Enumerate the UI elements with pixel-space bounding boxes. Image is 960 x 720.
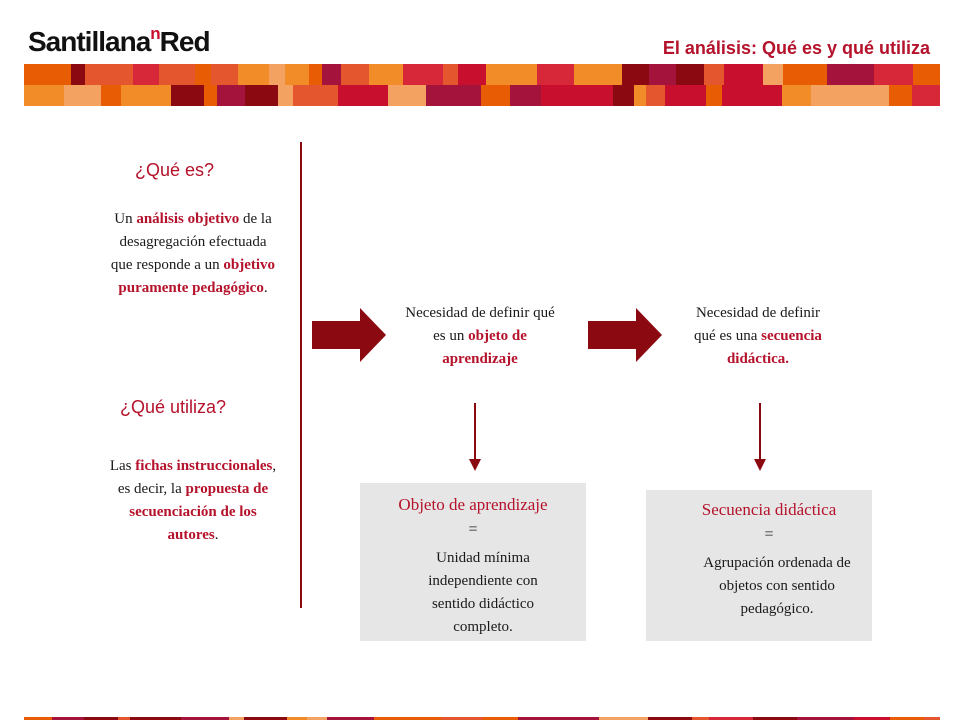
right-arrow-icon [312,308,388,362]
highlighted-term: objeto de aprendizaje [442,328,527,367]
strip-block [649,64,676,85]
strip-block [24,64,71,85]
strip-block [46,85,64,106]
strip-block [195,64,211,85]
body-text: Un [114,211,137,227]
body-text: de la desagregación efectuada que responde a un [110,211,272,273]
what-is-paragraph [108,208,278,300]
strip-block [245,85,278,106]
strip-block [861,85,889,106]
what-is-heading: ¿Qué es? [135,160,215,180]
learning-object-box [360,483,586,641]
footer-color-strip [24,712,940,720]
strip-block [722,85,756,106]
strip-block [783,64,827,85]
body-text: , es decir, la [117,458,277,497]
strip-block [481,85,497,106]
strip-block [285,64,309,85]
didactic-sequence-definition: Agrupación ordenada de objetos con sentido pedagógico. [703,555,851,617]
body-text: Las [109,458,136,474]
header-color-strip [24,64,940,106]
strip-block [537,64,574,85]
strip-block [388,85,426,106]
strip-block [403,64,443,85]
down-arrow-icon [753,403,767,473]
strip-block [646,85,665,106]
strip-block [665,85,706,106]
strip-block [763,64,783,85]
strip-block [24,85,46,106]
learning-object-title: Objeto de aprendizaje [398,495,548,514]
learning-object-definition: Unidad mínima independiente con sentido didáctico completo. [428,550,538,635]
didactic-sequence-box [646,490,872,641]
brand-logo [28,24,210,58]
strip-block [341,64,369,85]
strip-block [159,64,195,85]
strip-block [782,85,811,106]
strip-block [85,64,133,85]
didactic-sequence-need-text [688,302,828,371]
strip-block [462,85,481,106]
strip-block [811,85,861,106]
strip-block [426,85,462,106]
strip-block [64,85,101,106]
strip-block [238,64,269,85]
strip-block [278,85,293,106]
highlighted-term: propuesta de secuenciación de los autores [129,481,269,543]
slide-title: El análisis: Qué es y qué utiliza [662,38,930,58]
strip-block [171,85,204,106]
strip-block [71,64,85,85]
strip-block [269,64,285,85]
brand-logo-sup: n [150,24,160,43]
brand-logo-tail: Red [159,26,210,57]
body-text: Necesidad de definir qué es un [405,305,555,344]
strip-block [756,85,782,106]
strip-block [486,64,537,85]
strip-block [634,85,646,106]
strip-block [309,64,322,85]
strip-block [510,85,541,106]
strip-block [913,64,940,85]
strip-block [874,64,913,85]
strip-block [458,64,486,85]
strip-block [293,85,338,106]
strip-block [338,85,388,106]
what-uses-heading: ¿Qué utiliza? [120,397,227,417]
strip-block [622,64,649,85]
learning-object-equals: = [468,521,478,538]
brand-logo-main: Santillana [28,26,151,57]
strip-block [706,85,722,106]
down-arrow-icon [468,403,482,473]
strip-block [121,85,171,106]
right-arrow-icon [588,308,664,362]
body-text: . [263,280,268,296]
strip-block [541,85,584,106]
strip-block [889,85,912,106]
strip-block [211,64,238,85]
what-uses-paragraph [108,455,278,547]
strip-block [676,64,704,85]
highlighted-term: objetivo puramente pedagógico [118,257,276,296]
vertical-divider [300,142,302,608]
strip-block [497,85,510,106]
strip-block [204,85,217,106]
strip-block [584,85,613,106]
learning-object-need-text [405,302,555,371]
strip-block [704,64,724,85]
strip-block [724,64,763,85]
strip-block [912,85,940,106]
body-text: . [214,527,219,543]
strip-block [133,64,159,85]
strip-block [827,64,874,85]
body-text: Necesidad de definir qué es una [694,305,821,344]
strip-block [574,64,622,85]
strip-block [613,85,634,106]
strip-block [101,85,121,106]
highlighted-term: fichas instruccionales [135,458,273,474]
header-strip-graphic [24,64,940,106]
didactic-sequence-equals: = [764,526,774,543]
didactic-sequence-title: Secuencia didáctica [701,500,837,519]
strip-block [322,64,341,85]
strip-block [217,85,245,106]
strip-block [369,64,403,85]
highlighted-term: secuencia didáctica. [726,328,822,367]
highlighted-term: análisis objetivo [136,211,240,227]
strip-block [443,64,458,85]
